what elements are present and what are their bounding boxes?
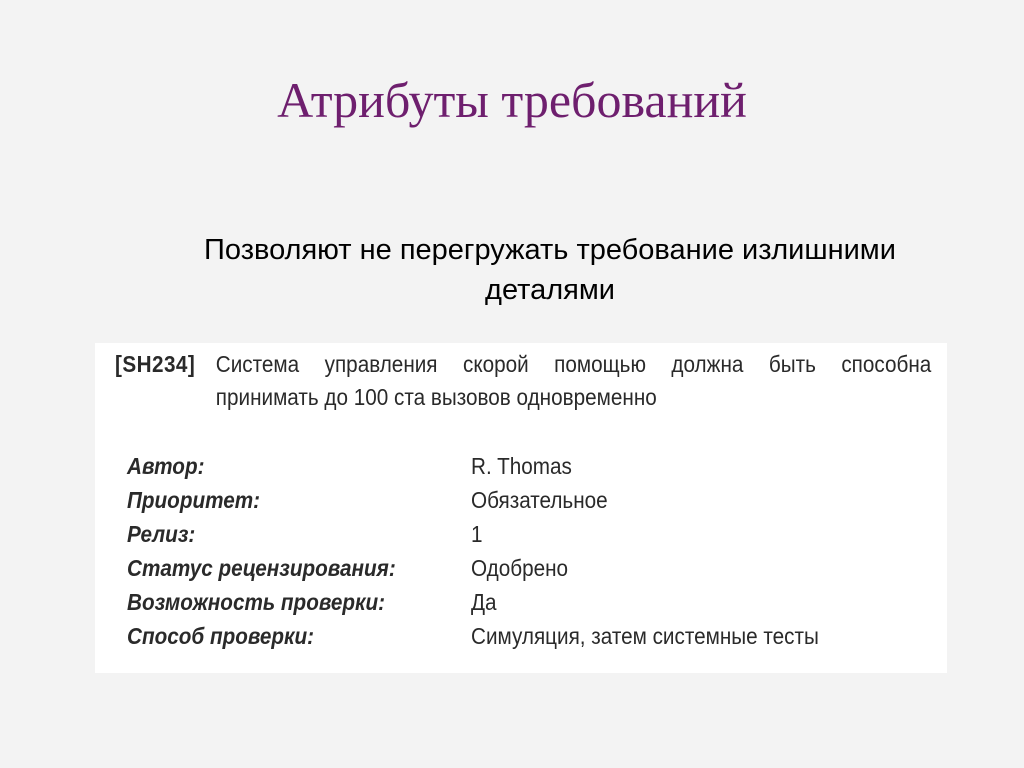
requirement-id: [SH234] — [115, 351, 196, 377]
attribute-row-review-status — [127, 555, 927, 589]
attribute-row-priority — [127, 487, 927, 521]
slide-title: Атрибуты требований — [277, 72, 747, 128]
attribute-row-author — [127, 453, 927, 487]
slide-subtitle — [130, 230, 970, 310]
subtitle-line-2: деталями — [485, 274, 615, 306]
attribute-label: Приоритет: — [127, 487, 261, 513]
attribute-row-verification-method — [127, 623, 927, 657]
attribute-label: Возможность проверки: — [127, 589, 386, 615]
attribute-list — [127, 453, 927, 657]
attribute-value: Одобрено — [471, 555, 569, 581]
attribute-label: Способ проверки: — [127, 623, 315, 649]
subtitle-line-1: Позволяют не перегружать требование излишними — [204, 234, 896, 266]
attribute-value: Симуляция, затем системные тесты — [471, 623, 819, 649]
attribute-label: Релиз: — [127, 521, 196, 547]
requirement-text-line-2: принимать до 100 ста вызовов одновременно — [215, 384, 657, 410]
attribute-value: Да — [471, 589, 497, 615]
attribute-row-verifiability — [127, 589, 927, 623]
attribute-value: Обязательное — [471, 487, 608, 513]
requirement-card — [95, 343, 947, 673]
attribute-row-release — [127, 521, 927, 555]
attribute-value: R. Thomas — [471, 453, 572, 479]
attribute-label: Автор: — [127, 453, 205, 479]
attribute-label: Статус рецензирования: — [127, 555, 396, 581]
attribute-value: 1 — [471, 521, 483, 547]
requirement-text-line-1: Система управления скорой помощью должна быть способна — [215, 351, 932, 377]
